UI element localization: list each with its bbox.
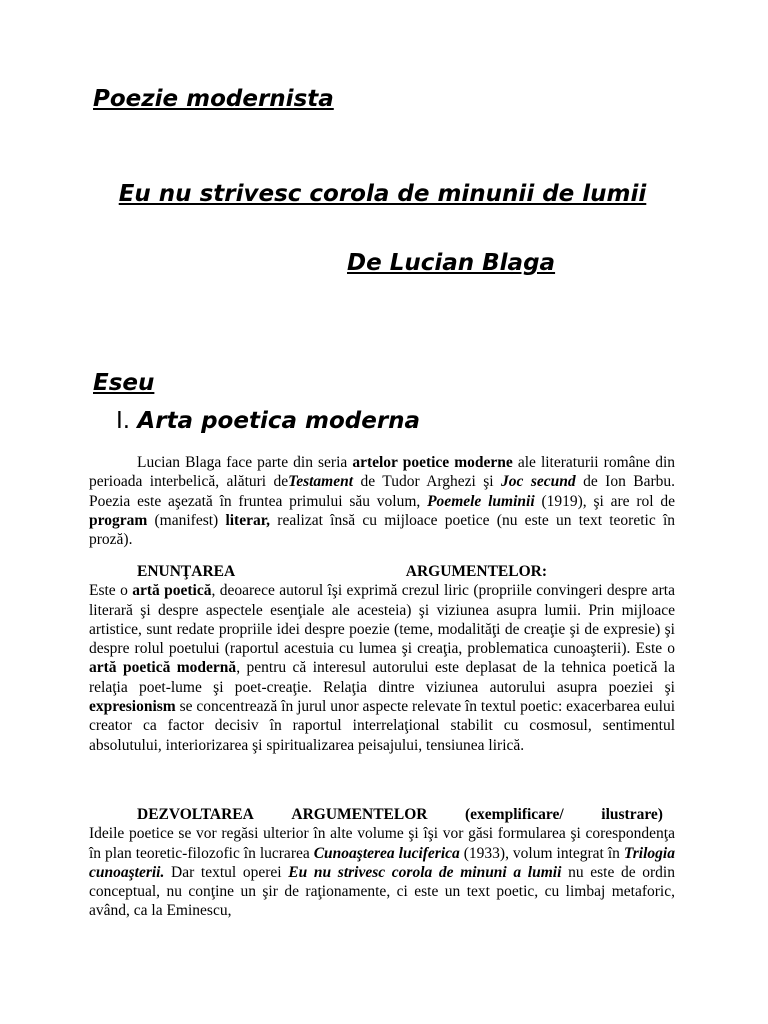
- text-run-bold: literar,: [225, 511, 271, 529]
- text-run-bold-italic: Testament: [288, 473, 354, 491]
- heading-word: ENUNŢAREA: [137, 563, 236, 580]
- text-run-bold-italic: Eu nu strivesc corola de minuni a lumii: [288, 863, 562, 881]
- author-line: De Lucian Blaga: [347, 250, 556, 276]
- text-run-bold-italic: Joc secund: [501, 473, 576, 491]
- text-run: , pentru că interesul autorului este deplasat de la tehnica poetică la relaţia poet-lume şi poet-creaţie. Relaţia dintre viziunea autorului asupra poeziei şi: [89, 659, 675, 696]
- text-run-bold: artă poetică modernă: [89, 659, 237, 677]
- text-run-bold: artă poetică: [132, 582, 212, 600]
- heading-word: ARGUMENTELOR: [291, 806, 428, 823]
- section-heading: [116, 408, 420, 434]
- text-run-bold-italic: Cunoaşterea luciferica: [313, 844, 460, 862]
- text-run-bold-italic: Poemele luminii: [427, 492, 535, 510]
- enuntarea-heading: [89, 562, 547, 581]
- text-run: Dar textul operei: [164, 863, 289, 881]
- paragraph-enuntarea: [89, 581, 675, 755]
- poem-title: Eu nu strivesc corola de minunii de lumii: [118, 181, 647, 207]
- text-run: nu este de ordin conceptual, nu conţine un şir de raţionamente, ci este un text poetic, cu limbaj metaforic, având, ca la Eminescu,: [89, 863, 675, 920]
- heading-word: ARGUMENTELOR:: [405, 563, 547, 580]
- section-title: Arta poetica moderna: [137, 408, 421, 434]
- text-run: (manifest): [147, 511, 226, 529]
- text-run: (1919), şi are rol de: [534, 492, 675, 510]
- section-number: I.: [116, 408, 131, 434]
- document-title: Poezie modernista: [93, 86, 334, 112]
- text-run: Este o: [89, 582, 133, 600]
- section-enuntarea: [89, 562, 675, 755]
- paragraph-dezvoltarea: [89, 824, 675, 920]
- text-run: realizat însă cu mijloace poetice (nu este un text teoretic în proză).: [89, 511, 675, 549]
- paragraph-intro: [89, 453, 675, 549]
- text-run-bold-italic: Trilogia cunoaşterii.: [89, 844, 675, 881]
- text-run: ale literaturii române din perioada interbelică, alături de: [89, 454, 675, 491]
- text-run: , deoarece autorul îşi exprimă crezul liric (propriile convingeri despre arta literară şi despre aspectele esenţiale ale acesteia) şi viziunea asupra lumii. Prin mijloace artistice, sunt redate propriile idei despre poezie (teme, modalităţi de creaţie şi de expresie) şi despre rolul poetului (raportul acestuia cu lumea şi creaţia, problematica cunoaşterii). Este o: [89, 582, 675, 658]
- text-run: de Tudor Arghezi şi: [353, 473, 502, 491]
- text-run-bold: expresionism: [89, 698, 176, 716]
- dezvoltarea-heading: [89, 805, 663, 824]
- text-run: de Ion Barbu. Poezia este aşezată în fruntea primului său volum,: [89, 473, 676, 510]
- text-run: (1933), volum integrat în: [459, 844, 624, 862]
- text-run: Lucian Blaga face parte din seria: [137, 454, 353, 471]
- essay-label: Eseu: [93, 370, 155, 396]
- heading-word: (exemplificare/: [465, 806, 564, 823]
- heading-word: ilustrare): [601, 806, 663, 823]
- section-dezvoltarea: [89, 805, 675, 921]
- text-run: se concentrează în jurul unor aspecte relevate în textul poetic: exacerbarea eului creator ca factor decisiv în raportul interrelaţional stabilit cu cosmosul, sentimentul absolutului, interiorizarea şi spiritualizarea peisajului, tensiunea lirică.: [89, 698, 675, 754]
- text-run-bold: artelor poetice moderne: [352, 454, 513, 471]
- text-run: Ideile poetice se vor regăsi ulterior în alte volume şi îşi vor găsi formularea şi corespondenţa în plan teoretic-filozofic în lucrarea: [89, 825, 675, 862]
- heading-word: DEZVOLTAREA: [137, 806, 254, 823]
- text-run-bold: program: [89, 511, 148, 529]
